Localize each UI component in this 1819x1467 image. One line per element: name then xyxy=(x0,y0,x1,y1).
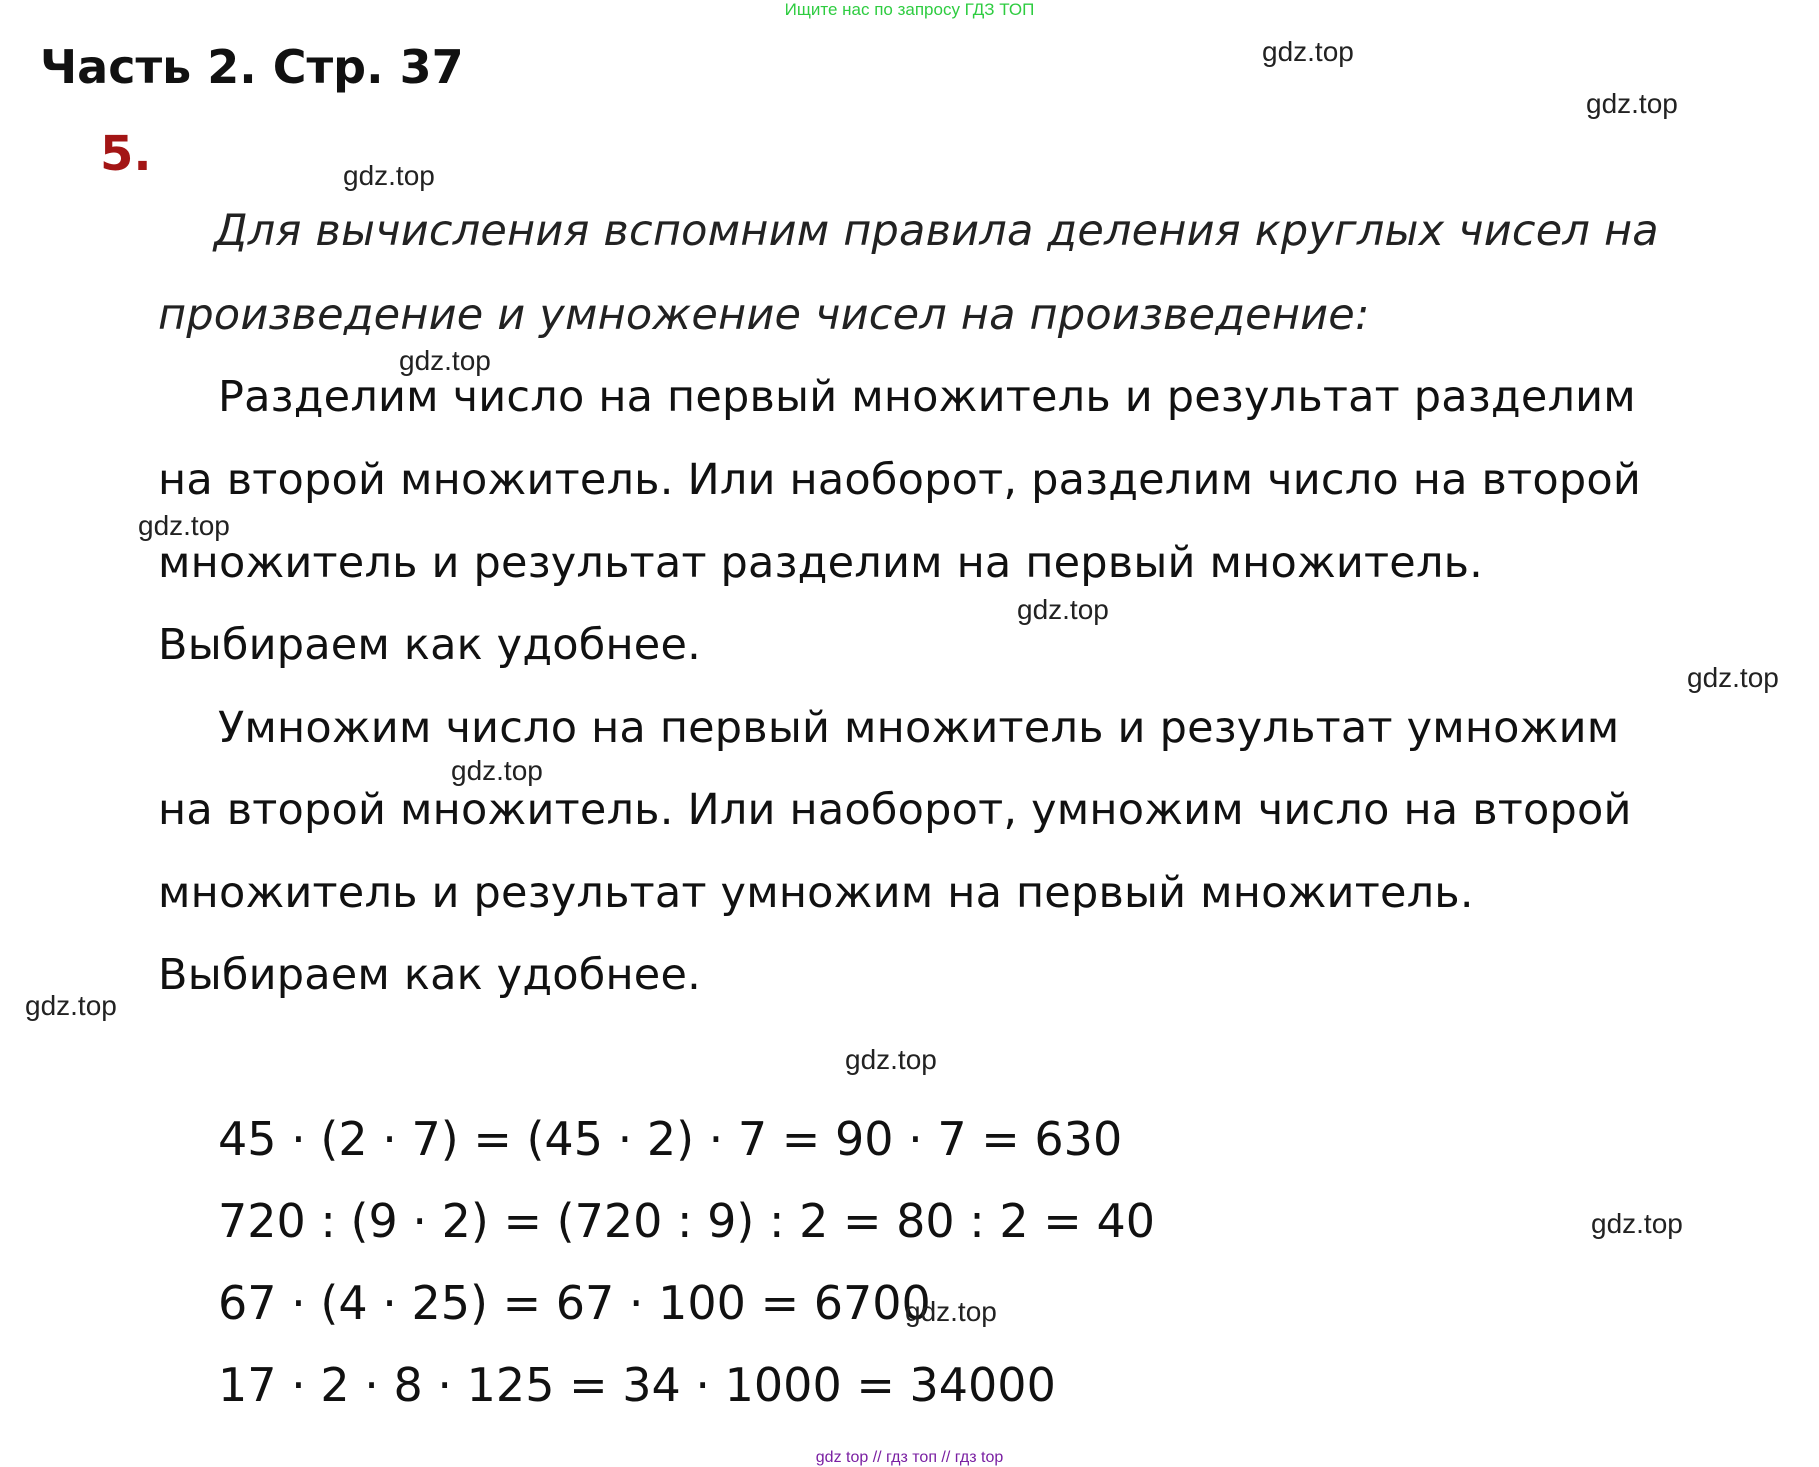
task-number: 5. xyxy=(100,126,152,182)
watermark: gdz.top xyxy=(399,345,491,376)
equation-2: 720 : (9 · 2) = (720 : 9) : 2 = 80 : 2 = 40 xyxy=(218,1194,1155,1248)
watermark: gdz.top xyxy=(451,755,543,786)
intro-line-1: Для вычисления вспомним правила деления круглых чисел на xyxy=(214,206,1659,256)
watermark: gdz.top xyxy=(343,160,435,191)
watermark: gdz.top xyxy=(1591,1208,1683,1239)
page-title: Часть 2. Стр. 37 xyxy=(40,40,464,94)
watermark: gdz.top xyxy=(138,510,230,541)
division-rule-line-4: Выбираем как удобнее. xyxy=(158,620,701,670)
watermark: gdz.top xyxy=(1262,36,1354,67)
equation-4: 17 · 2 · 8 · 125 = 34 · 1000 = 34000 xyxy=(218,1358,1056,1412)
division-rule-line-1: Разделим число на первый множитель и результат разделим xyxy=(218,372,1636,422)
division-rule-line-2: на второй множитель. Или наоборот, разделим число на второй xyxy=(158,455,1641,505)
watermark: gdz.top xyxy=(845,1044,937,1075)
watermark: gdz.top xyxy=(905,1296,997,1327)
division-rule-line-3: множитель и результат разделим на первый множитель. xyxy=(158,538,1484,588)
footer: gdz top // гдз топ // гдз top xyxy=(815,1449,1004,1466)
watermark: gdz.top xyxy=(1687,662,1779,693)
multiplication-rule-line-3: множитель и результат умножим на первый множитель. xyxy=(158,868,1474,918)
multiplication-rule-line-1: Умножим число на первый множитель и результат умножим xyxy=(218,703,1620,753)
watermark: gdz.top xyxy=(1017,594,1109,625)
equation-3: 67 · (4 · 25) = 67 · 100 = 6700 xyxy=(218,1276,931,1330)
top-banner: Ищите нас по запросу ГДЗ ТОП xyxy=(784,0,1035,19)
watermark: gdz.top xyxy=(25,990,117,1021)
intro-line-2: произведение и умножение чисел на произведение: xyxy=(158,290,1370,340)
watermark: gdz.top xyxy=(1586,88,1678,119)
multiplication-rule-line-4: Выбираем как удобнее. xyxy=(158,950,701,1000)
equation-1: 45 · (2 · 7) = (45 · 2) · 7 = 90 · 7 = 630 xyxy=(218,1112,1123,1166)
multiplication-rule-line-2: на второй множитель. Или наоборот, умножим число на второй xyxy=(158,785,1632,835)
